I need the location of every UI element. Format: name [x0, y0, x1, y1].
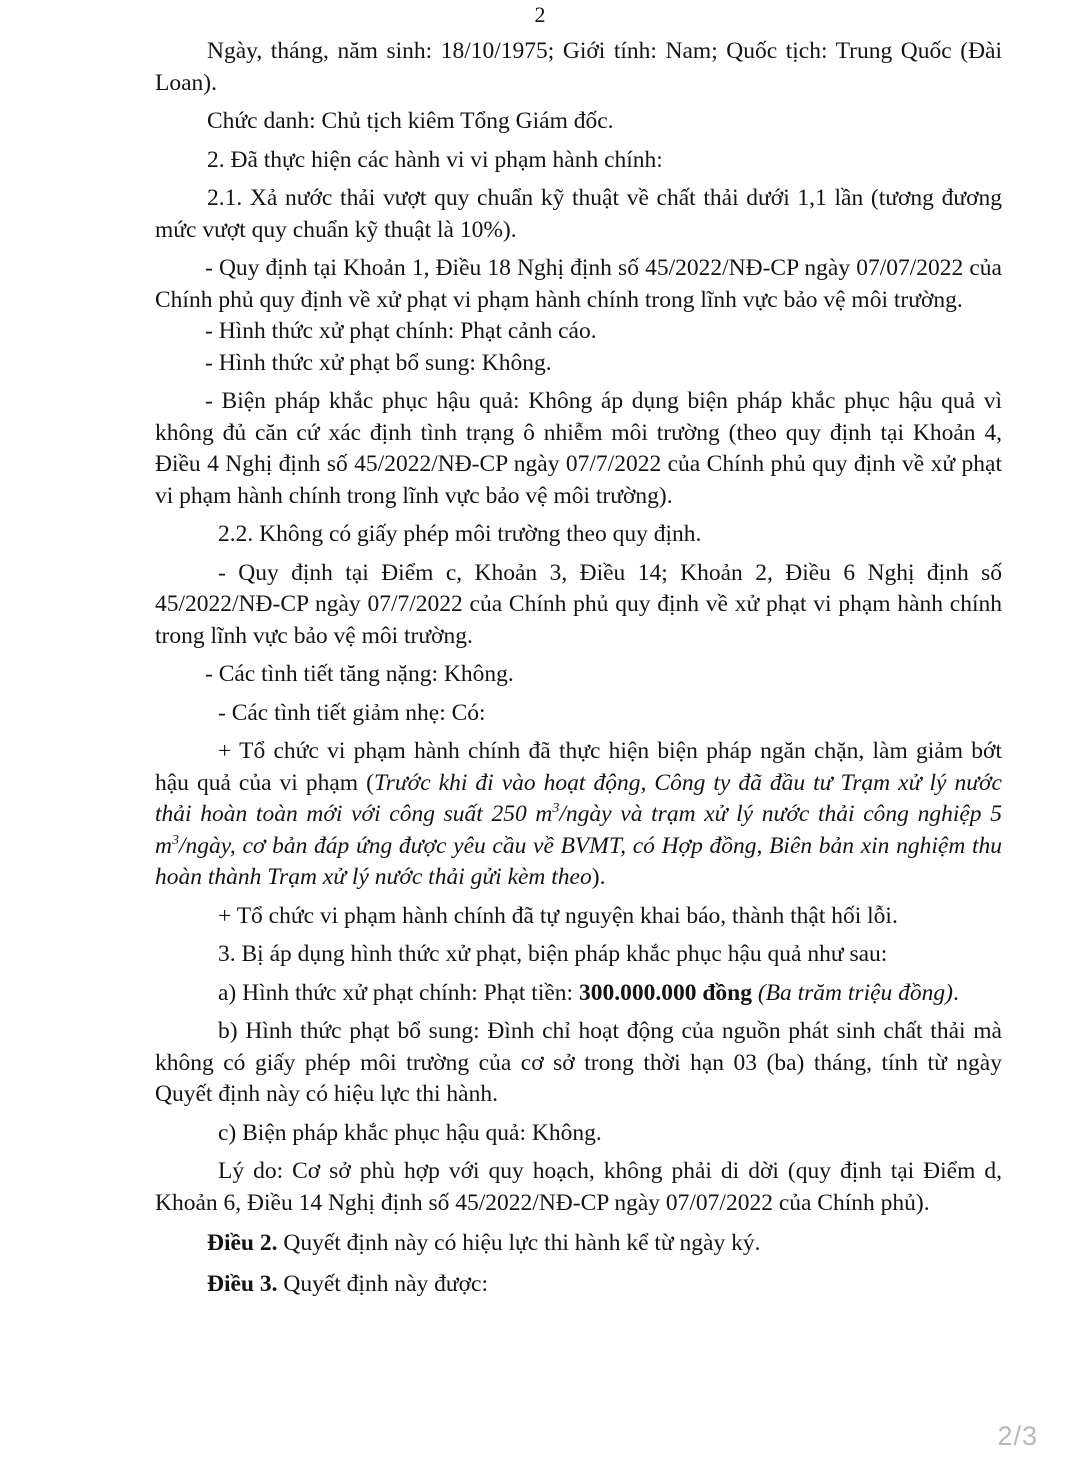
paragraph-mitigating: - Các tình tiết giảm nhẹ: Có:	[218, 699, 486, 726]
fine-amount: 300.000.000 đồng	[578, 979, 752, 1006]
page-number: 2	[534, 2, 546, 27]
paragraph-mitigating-1	[155, 736, 1002, 894]
text-lead: a) Hình thức xử phạt chính: Phạt tiền:	[218, 979, 579, 1006]
fine-amount-words: (Ba trăm triệu đồng)	[751, 979, 953, 1006]
paragraph-aggravating: - Các tình tiết tăng nặng: Không.	[205, 661, 514, 687]
paragraph-additional-sanction: b) Hình thức phạt bổ sung: Đình chỉ hoạt động của nguồn phát sinh chất thải mà không có giấy phép môi trường của cơ sở trong thời hạn 03 (ba) tháng, tính từ ngày Quyết định này có hiệu lực thi hành.	[155, 1018, 1002, 1107]
paragraph-mitigating-2: + Tổ chức vi phạm hành chính đã tự nguyện khai báo, thành thật hối lỗi.	[218, 902, 898, 929]
paragraph-violations-heading: 2. Đã thực hiện các hành vi vi phạm hành chính:	[207, 146, 663, 173]
superscript: 3	[552, 801, 560, 817]
article-label: Điều 3.	[207, 1270, 278, 1297]
paragraph-main-penalty-2-1: - Hình thức xử phạt chính: Phạt cảnh cáo.	[205, 318, 597, 344]
article-text: Quyết định này có hiệu lực thi hành kể từ ngày ký.	[277, 1230, 761, 1256]
paragraph-violation-2-2: 2.2. Không có giấy phép môi trường theo quy định.	[218, 521, 702, 547]
text-italic: /ngày, cơ bản đáp ứng được yêu cầu về BVMT, có Hợp đồng, Biên bản xin nghiệm thu hoàn thành Trạm xử lý nước thải gửi kèm theo	[155, 832, 1002, 890]
text-italic: /ngày và trạm xử lý nước thải công nghiệp 5 m	[155, 801, 1002, 859]
text-tail: .	[953, 979, 959, 1006]
paragraph-violation-2-1: 2.1. Xả nước thải vượt quy chuẩn kỹ thuật về chất thải dưới 1,1 lần (tương đương mức vượt quy chuẩn kỹ thuật là 10%).	[155, 185, 1002, 243]
paragraph-regulation-2-1: - Quy định tại Khoản 1, Điều 18 Nghị định số 45/2022/NĐ-CP ngày 07/07/2022 của Chính phủ quy định về xử phạt vi phạm hành chính trong lĩnh vực bảo vệ môi trường.	[155, 255, 1002, 313]
superscript: 3	[171, 832, 179, 848]
paragraph-position: Chức danh: Chủ tịch kiêm Tổng Giám đốc.	[207, 108, 614, 134]
paragraph-additional-penalty-2-1: - Hình thức xử phạt bổ sung: Không.	[205, 349, 552, 376]
paragraph-fine	[155, 978, 1002, 1010]
paragraph-birth-info: Ngày, tháng, năm sinh: 18/10/1975; Giới tính: Nam; Quốc tịch: Trung Quốc (Đài Loan).	[155, 38, 1002, 96]
paragraph-article-2	[155, 1228, 1002, 1260]
text-italic: Trước khi đi vào hoạt động, Công ty đã đầu tư Trạm xử lý nước thải hoàn toàn mới với công suất 250 m	[155, 769, 1002, 827]
paragraph-article-3	[155, 1269, 1002, 1301]
article-text: Quyết định này được:	[277, 1270, 489, 1297]
text-lead: + Tổ chức vi phạm hành chính đã thực hiện biện pháp ngăn chặn, làm giảm bớt hậu quả của vi phạm (	[155, 738, 1002, 796]
paragraph-regulation-2-2: - Quy định tại Điểm c, Khoản 3, Điều 14; Khoản 2, Điều 6 Nghị định số 45/2022/NĐ-CP ngày 07/7/2022 của Chính phủ quy định về xử phạt vi phạm hành chính trong lĩnh vực bảo vệ môi trường.	[155, 559, 1002, 649]
text-tail: ).	[591, 864, 606, 890]
article-label: Điều 2.	[207, 1230, 278, 1256]
paragraph-sanctions-heading: 3. Bị áp dụng hình thức xử phạt, biện pháp khắc phục hậu quả như sau:	[218, 941, 888, 967]
document-body	[155, 36, 1002, 1300]
paragraph-reason: Lý do: Cơ sở phù hợp với quy hoạch, không phải di dời (quy định tại Điểm d, Khoản 6, Điều 14 Nghị định số 45/2022/NĐ-CP ngày 07/07/2022 của Chính phủ).	[155, 1158, 1002, 1216]
paragraph-remedy-2-1: - Biện pháp khắc phục hậu quả: Không áp dụng biện pháp khắc phục hậu quả vì không đủ căn cứ xác định tình trạng ô nhiễm môi trường (theo quy định tại Khoản 4, Điều 4 Nghị định số 45/2022/NĐ-CP ngày 07/7/2022 của Chính phủ quy định về xử phạt vi phạm hành chính trong lĩnh vực bảo vệ môi trường).	[155, 388, 1002, 509]
paragraph-remedy: c) Biện pháp khắc phục hậu quả: Không.	[218, 1119, 602, 1146]
page-indicator: 2/3	[997, 1421, 1038, 1451]
